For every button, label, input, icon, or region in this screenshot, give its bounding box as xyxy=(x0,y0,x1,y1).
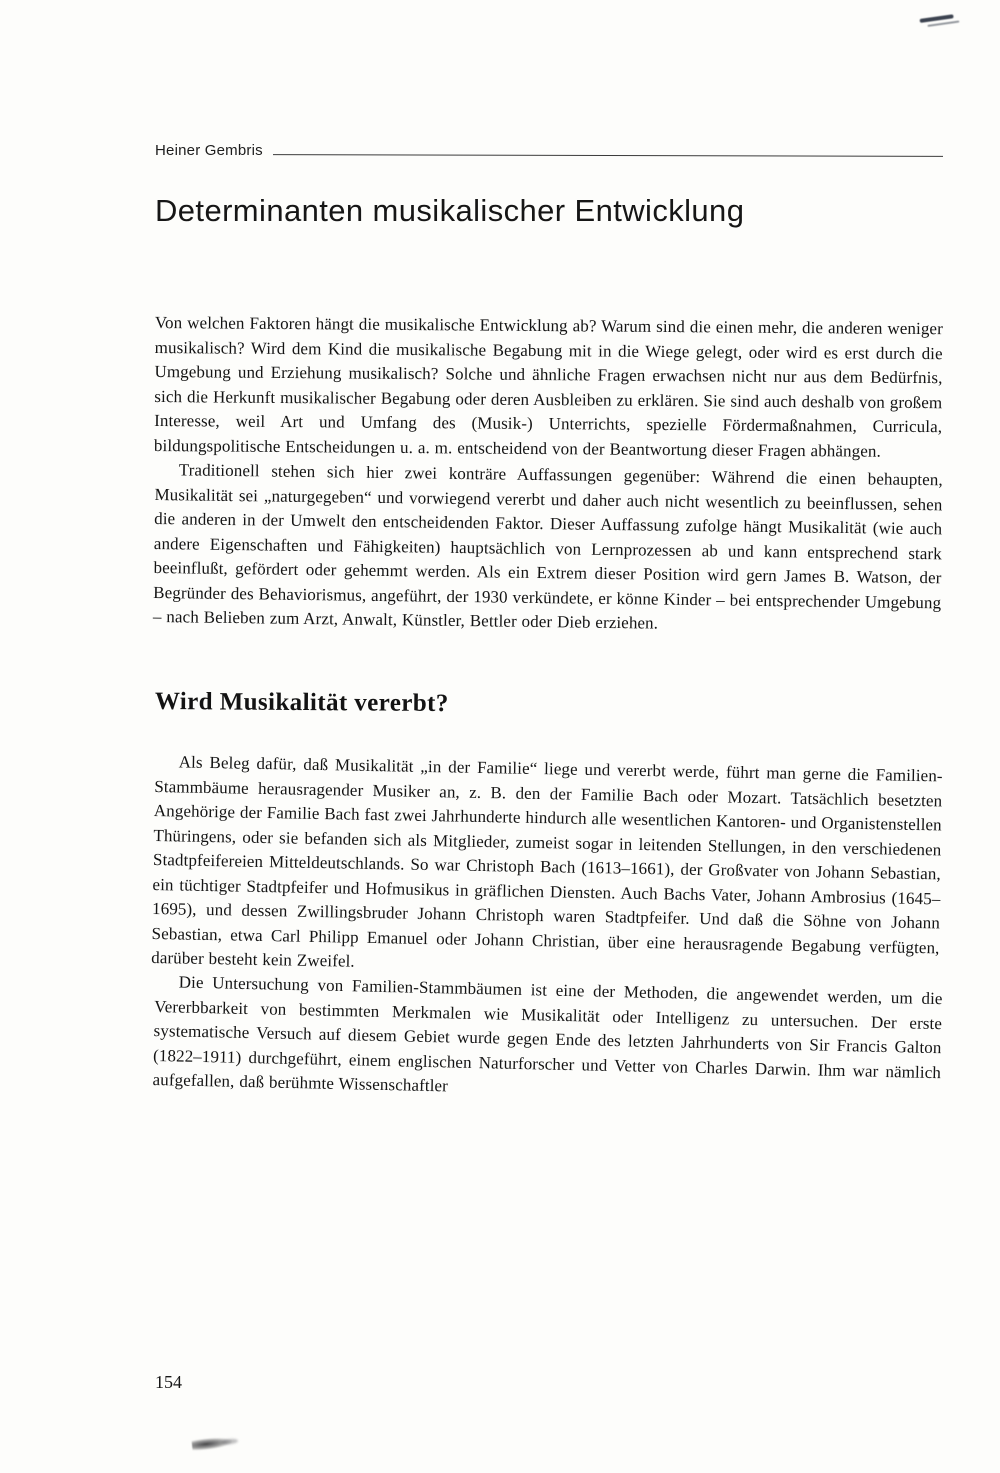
chapter-title: Determinanten musikalischer Entwicklung xyxy=(155,193,745,228)
scan-artifact-mark xyxy=(920,13,963,29)
page-number: 154 xyxy=(155,1372,182,1392)
body-paragraph: Von welchen Faktoren hängt die musikalische Entwicklung ab? Warum sind die einen mehr, die anderen weniger musikalisch? Wird dem Kind die musikalische Begabung mit in die Wiege gelegt, oder wird es erst durch die Umgebung und Erziehung musikalisch? Solche und ähnliche Fragen erwachsen nicht nur aus dem Bedürfnis, sich die Herkunft musikalischer Begabung oder deren Ausbleiben zu erklären. Sie sind auch deshalb von großem Interesse, weil Art und Umfang des (Musik-) Unterrichts, spezielle Fördermaßnahmen, Curricula, bildungspolitische Entscheidungen u. a. m. entscheidend von der Beantwortung dieser Fragen abhängen. xyxy=(153,312,943,461)
author-name: Heiner Gembris xyxy=(155,142,263,159)
ink-smudge xyxy=(192,1436,233,1451)
section-text-block xyxy=(151,750,943,1096)
body-paragraph: Traditionell stehen sich hier zwei konträre Auffassungen gegenüber: Während die einen behaupten, Musikalität sei „naturgegeben“ und vorwiegend vererbt und daher auch nicht wesentlich zu beeinflussen, sehen die anderen in der Umwelt den entscheidenden Faktor. Dieser Auffassung zufolge hängt Musikalität (wie auch andere Eigenschaften und Fähigkeiten) hauptsächlich von Lernprozessen ab und kann entsprechend stark beeinflußt, gefördert oder gehemmt werden. Als ein Extrem dieser Position wird gern James B. Watson, der Begründer des Behaviorismus, angeführt, der 1930 verkündete, er könne Kinder – bei entsprechender Umgebung – nach Belieben zum Arzt, Anwalt, Künstler, Bettler oder Dieb erziehen. xyxy=(152,460,943,633)
body-paragraph: Als Beleg dafür, daß Musikalität „in der Familie“ liege und vererbt werde, führt man gerne die Familien-Stammbäume herausragender Musiker an, z. B. den der Familie Bach oder Mozart. Tatsächlich besetzten Angehörige der Familie Bach fast zwei Jahrhunderte hindurch alle wesentlichen Kantoren- und Organistenstellen Thüringens, oder sie befanden sich als Mitglieder, zumeist sogar in leitenden Stellungen, in den verschiedenen Stadtpfeifereien Mitteldeutschlands. So war Christoph Bach (1613–1661), der Großvater von Johann Sebastian, ein tüchtiger Stadtpfeifer und Hofmusikus in gräflichen Diensten. Auch Bachs Vater, Johann Ambrosius (1645–1695), und dessen Zwillingsbruder Johann Christoph waren Stadtpfeifer. Und daß die Söhne von Johann Sebastian, etwa Carl Philipp Emanuel oder Johann Christian, über eine herausragende Begabung verfügten, darüber besteht kein Zweifel. xyxy=(151,751,943,971)
header-rule xyxy=(273,154,943,157)
intro-text-block xyxy=(152,311,943,633)
running-header xyxy=(155,142,943,159)
body-paragraph: Die Untersuchung von Familien-Stammbäumen ist eine der Methoden, die angewendet werden, um die Vererbbarkeit von bestimmten Merkmalen wie Musikalität oder Intelligenz zu untersuchen. Der erste systematische Versuch auf diesem Gebiet wurde gegen Ende des letzten Jahrhunderts von Sir Francis Galton (1822–1911) durchgeführt, einem englischen Naturforscher und Vetter von Charles Darwin. Ihm war nämlich aufgefallen, daß berühmte Wissenschaftler xyxy=(152,972,943,1096)
section-heading: Wird Musikalität vererbt? xyxy=(154,687,449,717)
